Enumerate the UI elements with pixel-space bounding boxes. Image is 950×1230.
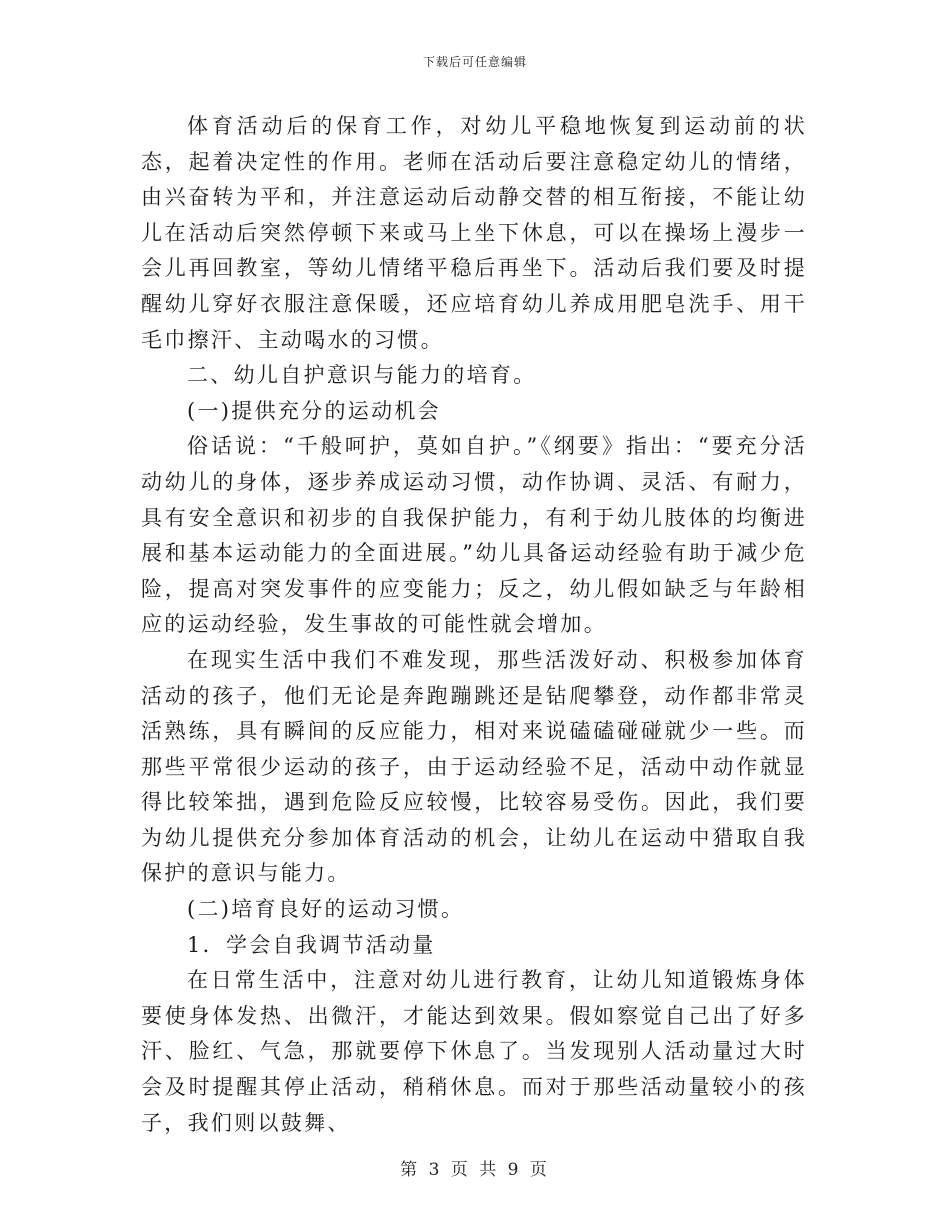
paragraph-post-activity-care: 体育活动后的保育工作，对幼儿平稳地恢复到运动前的状态，起着决定性的作用。老师在活动后要注意稳定幼儿的情绪，由兴奋转为平和，并注意运动后动静交替的相互衔接，不能让幼儿在活动后突然停顿下来或马上坐下休息，可以在操场上漫步一会儿再回教室，等幼儿情绪平稳后再坐下。活动后我们要及时提醒幼儿穿好衣服注意保暖，还应培育幼儿养成用肥皂洗手、用干毛巾擦汗、主动喝水的习惯。 — [141, 114, 807, 352]
subheading-exercise-opportunities: (一)提供充分的运动机会 — [187, 398, 441, 423]
subheading-good-habits: (二)培育良好的运动习惯。 — [187, 897, 465, 922]
page-header: 下载后可任意编辑 — [422, 55, 527, 69]
section-heading-self-protection: 二、幼儿自护意识与能力的培育。 — [187, 363, 537, 388]
page-number-footer: 第 3 页 共 9 页 — [400, 1160, 550, 1180]
subheading-self-regulation: 1．学会自我调节活动量 — [187, 932, 436, 957]
paragraph-real-life-observation: 在现实生活中我们不难发现，那些活泼好动、积极参加体育活动的孩子，他们无论是奔跑蹦跳还是钻爬攀登，动作都非常灵活熟练，具有瞬间的反应能力，相对来说磕磕碰碰就少一些。而那些平常很少运动的孩子，由于运动经验不足，活动中动作就显得比较笨拙，遇到危险反应较慢，比较容易受伤。因此，我们要为幼儿提供充分参加体育活动的机会，让幼儿在运动中猎取自我保护的意识与能力。 — [141, 647, 807, 886]
paragraph-proverb-guidelines: 俗话说：“千般呵护，莫如自护。”《纲要》指出：“要充分活动幼儿的身体，逐步养成运动习惯，动作协调、灵活、有耐力，具有安全意识和初步的自我保护能力，有利于幼儿肢体的均衡进展和基本运动能力的全面进展。”幼儿具备运动经验有助于减少危险，提高对突发事件的应变能力；反之，幼儿假如缺乏与年龄相应的运动经验，发生事故的可能性就会增加。 — [141, 434, 807, 637]
paragraph-daily-life-education: 在日常生活中，注意对幼儿进行教育，让幼儿知道锻炼身体要使身体发热、出微汗，才能达到效果。假如察觉自己出了好多汗、脸红、气急，那就要停下休息了。当发现别人活动量过大时会及时提醒其停止活动，稍稍休息。而对于那些活动量较小的孩子，我们则以鼓舞、 — [141, 968, 807, 1135]
document-body — [141, 109, 807, 1141]
